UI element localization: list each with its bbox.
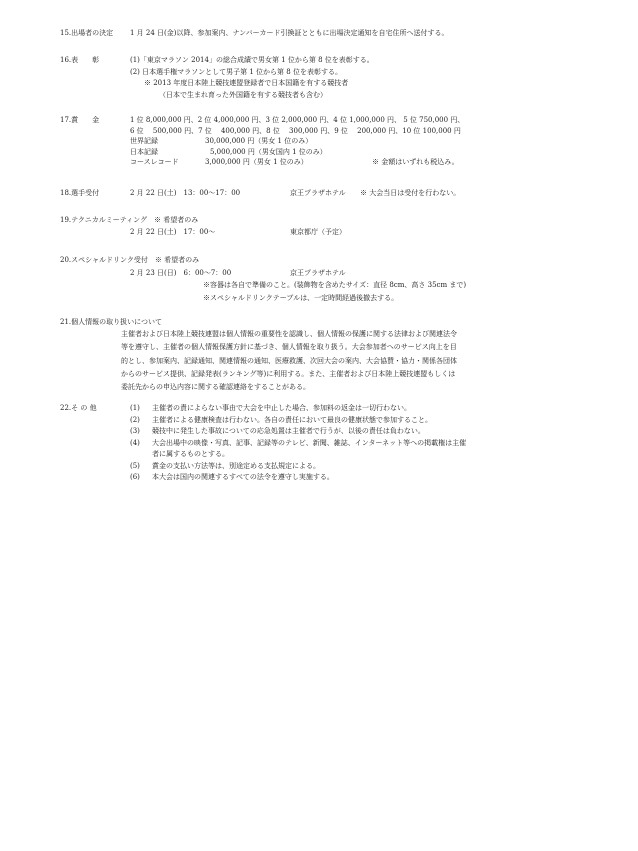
course-record-label: コースレコード	[130, 158, 179, 166]
section-17-heading: 17.賞 金	[60, 116, 100, 124]
list-item	[130, 472, 620, 484]
section-17	[60, 115, 620, 168]
drink-place: 京王プラザホテル	[290, 268, 346, 277]
other-items-list	[130, 403, 620, 484]
section-22-heading: 22.そ の 他	[60, 404, 97, 412]
section-15	[60, 28, 620, 39]
reception-note: ※ 大会当日は受付を行わない。	[360, 189, 461, 197]
privacy-line-3: 的とし、参加案内、記録通知、関連情報の通知、医療救護、次回大会の案内、大会協賛・協力・関係各団体	[121, 356, 457, 365]
section-15-text: 1 月 24 日(金)以降、参加案内、ナンバーカード引換証とともに出場決定通知を自宅住所へ送付する。	[130, 29, 449, 37]
section-16-line-1: (1)「東京マラソン 2014」の総合成績で男女第 1 位から第 8 位を表彰する。	[130, 56, 374, 64]
item-text: 大会出場中の映像・写真、記事、記録等のテレビ、新聞、雑誌、インターネット等への掲載権は主催	[152, 438, 467, 447]
section-21	[60, 317, 620, 328]
item-number: (3)	[130, 427, 140, 435]
drink-note-2: ※スペシャルドリンクテーブルは、一定時間経過後撤去する。	[203, 293, 399, 302]
item-text: 本大会は国内の関連するすべての法令を遵守し実施する。	[152, 473, 334, 481]
list-item	[130, 415, 620, 427]
tax-note: ※ 金額はいずれも税込み。	[372, 158, 459, 166]
section-20-heading: 20.スペシャルドリンク受付 ※ 希望者のみ	[60, 256, 200, 264]
section-16-heading: 16.表 彰	[60, 56, 100, 64]
japan-record-value: 5,000,000 円（男女国内 1 位のみ）	[210, 147, 327, 156]
japan-record-label: 日本記録	[130, 147, 158, 156]
world-record-value: 30,000,000 円（男女 1 位のみ）	[205, 137, 313, 145]
reception-place: 京王プラザホテル	[290, 189, 346, 197]
section-15-heading: 15.出場者の決定	[60, 29, 114, 37]
section-21-heading: 21.個人情報の取り扱いについて	[60, 318, 162, 326]
drink-note-1: ※容器は各自で準備のこと。(装飾物を含めたサイズ：直径 8cm、高さ 35cm まで)	[203, 281, 467, 289]
prize-line-2: 6 位 500,000 円、7 位 400,000 円、8 位 300,000 円、9 位 200,000 円、10 位 100,000 円	[130, 126, 461, 135]
reception-date: 2 月 22 日(土) 13：00～17：00	[130, 189, 241, 197]
list-item	[130, 449, 620, 461]
item-text: 者に属するものとする。	[152, 450, 229, 458]
privacy-line-2: 等を遵守し、主催者の個人情報保護方針に基づき、個人情報を取り扱う。大会参加者へのサービス向上を目	[121, 343, 457, 352]
section-16-note-1: ※ 2013 年度日本陸上競技連盟登録者で日本国籍を有する競技者	[144, 79, 349, 87]
item-number: (1)	[130, 404, 140, 412]
drink-date: 2 月 23 日(日) 6：00～7：00	[130, 268, 232, 277]
section-18-heading: 18.選手受付	[60, 189, 100, 197]
list-item	[130, 438, 620, 450]
section-18	[60, 188, 620, 199]
privacy-line-1: 主催者および日本陸上競技連盟は個人情報の重要性を認識し、個人情報の保護に関する法律および関連法令	[121, 330, 457, 338]
section-19-heading: 19.テクニカルミーティング ※ 希望者のみ	[60, 216, 199, 224]
section-16	[60, 55, 620, 100]
meeting-date: 2 月 22 日(土) 17：00～	[130, 227, 216, 236]
item-text: 主催者による健康検査は行わない。各自の責任において最良の健康状態で参加すること。	[152, 415, 432, 424]
list-item	[130, 403, 620, 415]
item-number: (2)	[130, 415, 140, 424]
item-text: 競技中に発生した事故についての応急処置は主催者で行うが、以後の責任は負わない。	[152, 427, 425, 435]
meeting-place: 東京都庁（予定）	[290, 227, 346, 236]
privacy-paragraph	[121, 329, 516, 395]
item-number: (4)	[130, 438, 140, 447]
item-text: 賞金の支払い方法等は、別途定める支払規定による。	[152, 461, 320, 470]
section-20	[60, 255, 620, 303]
section-16-note-2: （日本で生まれ育った外国籍を有する競技者も含む）	[159, 90, 327, 99]
prize-line-1: 1 位 8,000,000 円、2 位 4,000,000 円、3 位 2,000,000 円、4 位 1,000,000 円、 5 位 750,000 円、	[130, 116, 465, 124]
privacy-line-5: 委託先からの申込内容に関する確認連絡をすることがある。	[121, 383, 310, 392]
privacy-line-4: からのサービス提供、記録発表(ランキング等)に利用する。また、主催者および日本陸上競技連盟もしくは	[121, 369, 456, 378]
item-number: (5)	[130, 461, 140, 470]
list-item	[130, 426, 620, 438]
world-record-label: 世界記録	[130, 137, 158, 145]
list-item	[130, 461, 620, 473]
course-record-value: 3,000,000 円（男女 1 位のみ）	[205, 158, 308, 166]
section-16-line-2: (2) 日本選手権マラソンとして男子第 1 位から第 8 位を表彰する。	[130, 67, 342, 76]
item-text: 主催者の責によらない事由で大会を中止した場合、参加料の返金は一切行わない。	[152, 404, 411, 412]
section-19	[60, 215, 620, 237]
item-number: (6)	[130, 473, 140, 481]
